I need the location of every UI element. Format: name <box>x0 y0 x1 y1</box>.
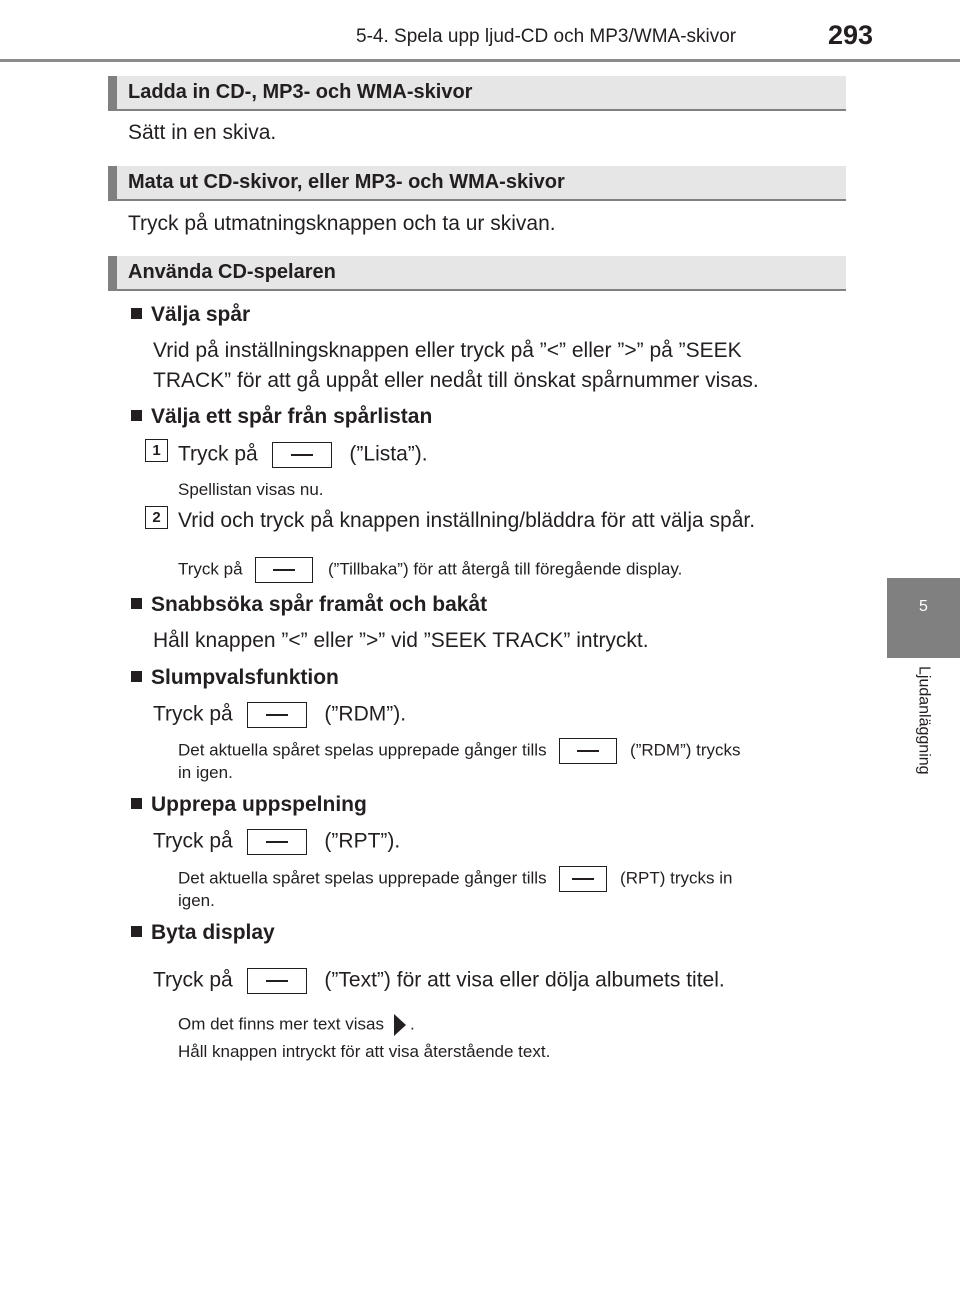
text-button-icon <box>247 968 307 994</box>
random-note <box>178 738 741 764</box>
chapter-label: Ljudanläggning <box>915 666 933 775</box>
rdm-button-icon <box>559 738 617 764</box>
repeat-title: Upprepa uppspelning <box>151 793 367 816</box>
select-track-title: Välja spår <box>151 303 251 326</box>
square-bullet-icon <box>131 671 142 682</box>
section-load-heading <box>108 76 846 111</box>
display-pre: Tryck på <box>153 968 233 992</box>
random-note-line2: in igen. <box>178 763 233 782</box>
chapter-number: 5 <box>919 598 928 615</box>
step-1-pre: Tryck på <box>178 442 258 466</box>
header-title: 5-4. Spela upp ljud-CD och MP3/WMA-skivor <box>356 26 737 47</box>
more-text-arrow-icon <box>394 1014 406 1036</box>
random-pre: Tryck på <box>153 702 233 726</box>
section-load-title: Ladda in CD-, MP3- och WMA-skivor <box>128 81 473 103</box>
section-use-heading <box>108 256 846 291</box>
select-list-heading <box>131 405 432 429</box>
chapter-tab <box>887 578 960 658</box>
back-note-pre: Tryck på <box>178 559 243 579</box>
back-note <box>178 557 682 583</box>
select-track-heading <box>131 303 250 327</box>
display-note-1-post: . <box>409 1014 415 1034</box>
display-note-1 <box>178 1014 415 1036</box>
fast-seek-text: Håll knappen ”<” eller ”>” vid ”SEEK TRACK” intryckt. <box>153 629 649 652</box>
step-2-badge: 2 <box>145 506 168 529</box>
repeat-note-pre: Det aktuella spåret spelas upprepade gånger tills <box>178 868 547 888</box>
step-1-badge: 1 <box>145 439 168 462</box>
display-line <box>153 968 725 994</box>
display-note-1-pre: Om det finns mer text visas <box>178 1014 384 1034</box>
repeat-note-line2: igen. <box>178 891 215 910</box>
random-post: (”RDM”). <box>324 702 407 726</box>
select-track-line2: TRACK” för att gå uppåt eller nedåt till önskat spårnummer visas. <box>153 369 759 392</box>
chapter-label-wrap <box>887 666 960 816</box>
section-eject-text: Tryck på utmatningsknappen och ta ur skivan. <box>128 212 556 235</box>
square-bullet-icon <box>131 926 142 937</box>
repeat-post: (”RPT”). <box>324 829 401 853</box>
square-bullet-icon <box>131 598 142 609</box>
section-eject-heading <box>108 166 846 201</box>
display-heading <box>131 921 275 945</box>
display-post: (”Text”) för att visa eller dölja albumets titel. <box>324 968 725 992</box>
repeat-pre: Tryck på <box>153 829 233 853</box>
list-button-icon <box>272 442 332 468</box>
square-bullet-icon <box>131 798 142 809</box>
back-button-icon <box>255 557 313 583</box>
step-2-text: Vrid och tryck på knappen inställning/bläddra för att välja spår. <box>178 509 756 532</box>
random-title: Slumpvalsfunktion <box>151 666 339 689</box>
step-1-line <box>178 442 428 468</box>
fast-seek-heading <box>131 593 487 617</box>
display-title: Byta display <box>151 921 275 944</box>
rdm-button-icon <box>247 702 307 728</box>
rpt-button-icon <box>559 866 607 892</box>
random-heading <box>131 666 339 690</box>
header-rule <box>0 59 960 62</box>
select-track-line1: Vrid på inställningsknappen eller tryck på ”<” eller ”>” på ”SEEK <box>153 339 742 362</box>
random-line <box>153 702 406 728</box>
section-load-text: Sätt in en skiva. <box>128 121 277 144</box>
square-bullet-icon <box>131 308 142 319</box>
repeat-heading <box>131 793 367 817</box>
rpt-button-icon <box>247 829 307 855</box>
back-note-post: (”Tillbaka”) för att återgå till föregående display. <box>328 559 683 579</box>
display-note-2: Håll knappen intryckt för att visa återstående text. <box>178 1042 551 1061</box>
section-eject-title: Mata ut CD-skivor, eller MP3- och WMA-skivor <box>128 171 565 193</box>
random-note-post: (”RDM”) trycks <box>630 740 741 760</box>
step-1-note: Spellistan visas nu. <box>178 480 324 499</box>
repeat-note <box>178 866 732 892</box>
fast-seek-title: Snabbsöka spår framåt och bakåt <box>151 593 488 616</box>
random-note-pre: Det aktuella spåret spelas upprepade gånger tills <box>178 740 547 760</box>
page-number: 293 <box>828 20 874 50</box>
select-list-title: Välja ett spår från spårlistan <box>151 405 433 428</box>
square-bullet-icon <box>131 410 142 421</box>
repeat-line <box>153 829 400 855</box>
repeat-note-post: (RPT) trycks in <box>620 868 733 888</box>
step-1-post: (”Lista”). <box>349 442 428 466</box>
section-use-title: Använda CD-spelaren <box>128 261 336 283</box>
